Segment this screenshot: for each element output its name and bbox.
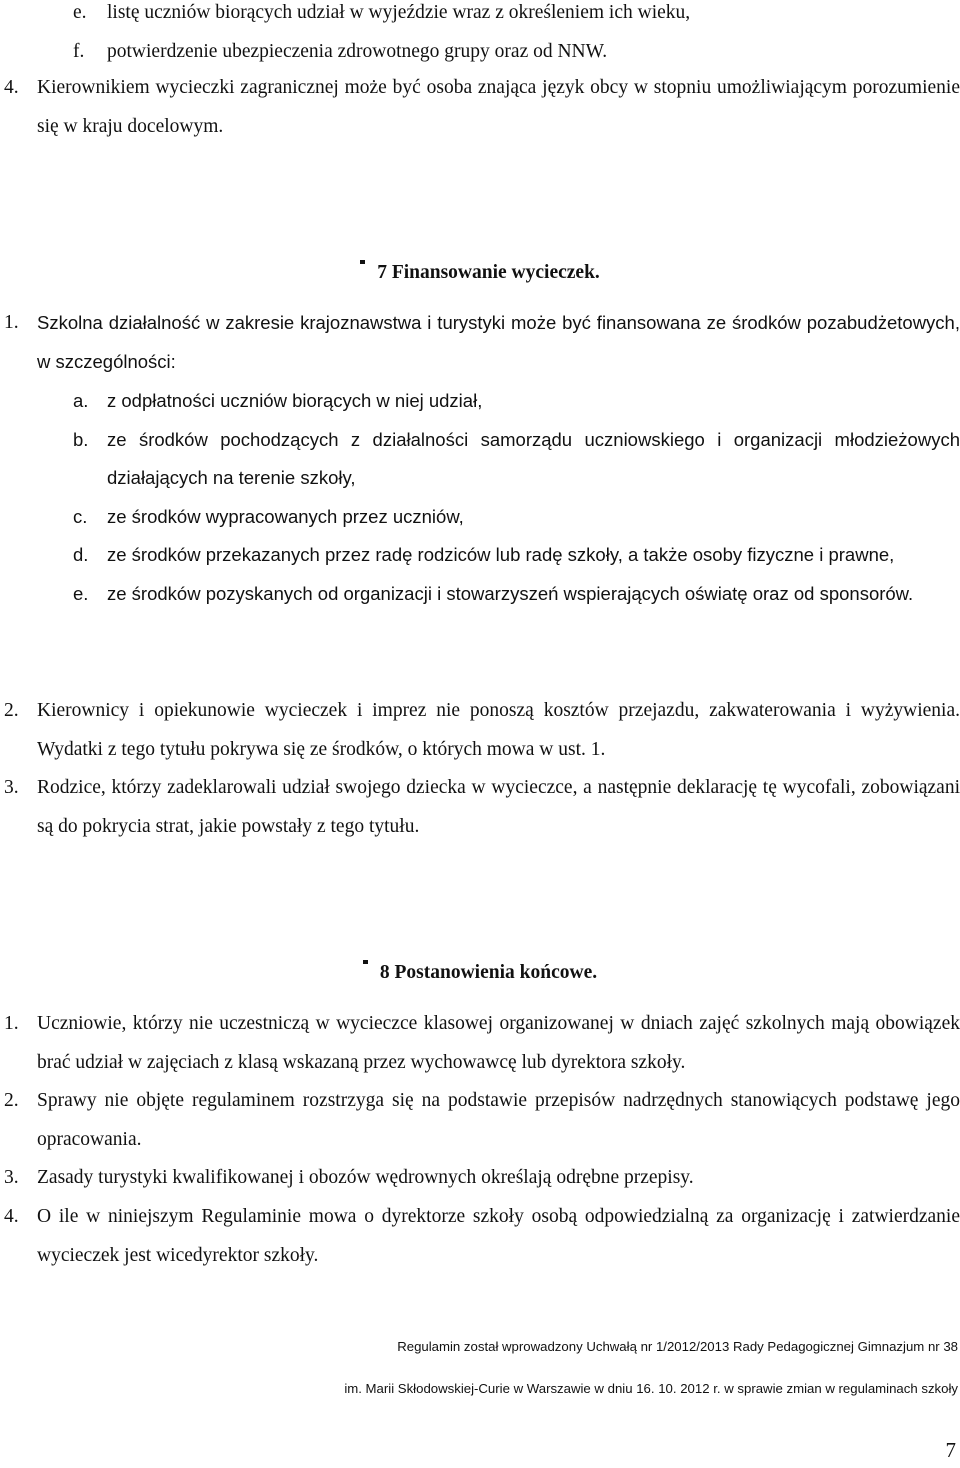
- item-text: ze środków wypracowanych przez uczniów,: [107, 505, 464, 527]
- item-marker: e.: [73, 582, 89, 604]
- item-text: ze środków przekazanych przez radę rodziców lub radę szkoły, a także osoby fizyczne i prawne,: [107, 544, 895, 566]
- section-7-subitems: [0, 382, 960, 614]
- item-marker: 3.: [4, 777, 19, 799]
- item-text: Kierownikiem wycieczki zagranicznej może być osoba znająca język obcy w stopniu umożliwiającym porozumienie się w kraju docelowym.: [37, 77, 960, 137]
- item-text: O ile w niniejszym Regulaminie mowa o dyrektorze szkoły osobą odpowiedzialną za organizację i zatwierdzanie wycieczek jest wicedyrektor szkoły.: [37, 1205, 960, 1266]
- item-marker: a.: [73, 390, 89, 411]
- list-item: [0, 1082, 960, 1159]
- list-item: [0, 33, 960, 72]
- item-text: Rodzice, którzy zadeklarowali udział swojego dziecka w wycieczce, a następnie deklarację tę wycofali, zobowiązani są do pokrycia strat, jakie powstały z tego tytułu.: [37, 777, 960, 837]
- item-marker: 1.: [4, 1013, 19, 1034]
- item-text: ze środków pochodzących z działalności samorządu uczniowskiego i organizacji młodzieżowych działających na terenie szkoły,: [107, 428, 960, 489]
- item-marker: 2.: [4, 700, 19, 721]
- top-list: [0, 0, 960, 71]
- section-8-heading: [0, 940, 960, 992]
- heading-text: 7 Finansowanie wycieczek.: [377, 262, 600, 283]
- footer-line-2: im. Marii Skłodowskiej-Curie w Warszawie w dniu 16. 10. 2012 r. w sprawie zmian w regulaminach szkoły: [344, 1381, 958, 1396]
- footer-line-1: Regulamin został wprowadzony Uchwałą nr 1/2012/2013 Rady Pedagogicznej Gimnazjum nr 38: [397, 1339, 958, 1354]
- item-marker: d.: [73, 544, 89, 566]
- item-marker: e.: [73, 2, 87, 23]
- item-marker: c.: [73, 505, 88, 527]
- section-7-item-1: [0, 304, 960, 381]
- list-item: [0, 692, 960, 769]
- item-marker: 1.: [4, 312, 19, 333]
- item-4-block: [0, 69, 960, 146]
- item-marker: f.: [73, 40, 85, 62]
- list-item: [0, 304, 960, 381]
- item-text: listę uczniów biorących udział w wyjeździe wraz z określeniem ich wieku,: [107, 2, 691, 23]
- item-text: Uczniowie, którzy nie uczestniczą w wycieczce klasowej organizowanej w dniach zajęć szkolnych mają obowiązek brać udział w zajęciach z klasą wskazaną przez wychowawcę lub dyrektora szkoły.: [37, 1013, 960, 1073]
- list-item: [0, 1005, 960, 1082]
- list-item: [0, 0, 960, 33]
- item-marker: b.: [73, 428, 89, 450]
- item-text: Sprawy nie objęte regulaminem rozstrzyga się na podstawie przepisów nadrzędnych stanowiących podstawę jego opracowania.: [37, 1090, 960, 1150]
- list-item: [0, 1198, 960, 1275]
- list-item: [0, 498, 960, 537]
- item-text: Szkolna działalność w zakresie krajoznawstwa i turystyki może być finansowana ze środków pozabudżetowych, w szczególności:: [37, 312, 960, 372]
- item-marker: 3.: [4, 1167, 19, 1189]
- item-marker: 2.: [4, 1090, 19, 1112]
- list-item: [0, 1159, 960, 1198]
- list-item: [0, 769, 960, 846]
- list-item: [0, 69, 960, 146]
- list-item: [0, 382, 960, 421]
- section-7-heading: [0, 240, 960, 292]
- item-marker: 4.: [4, 77, 19, 98]
- item-text: z odpłatności uczniów biorących w niej udział,: [107, 390, 483, 411]
- page-number: 7: [945, 1438, 956, 1462]
- section-8-items: [0, 1005, 960, 1275]
- heading-text: 8 Postanowienia końcowe.: [379, 962, 598, 983]
- item-text: ze środków pozyskanych od organizacji i stowarzyszeń wspierających oświatę oraz od sponsorów.: [107, 582, 914, 604]
- list-item: [0, 575, 960, 614]
- decorative-mark-icon: [363, 940, 368, 944]
- list-item: [0, 536, 960, 575]
- item-text: Zasady turystyki kwalifikowanej i obozów wędrownych określają odrębne przepisy.: [37, 1167, 694, 1189]
- item-marker: 4.: [4, 1205, 19, 1227]
- decorative-mark-icon: [360, 240, 365, 244]
- list-item: [0, 421, 960, 498]
- section-7-items-2-3: [0, 692, 960, 846]
- item-text: Kierownicy i opiekunowie wycieczek i imprez nie ponoszą kosztów przejazdu, zakwaterowania i wyżywienia. Wydatki z tego tytułu pokrywa się ze środków, o których mowa w ust. 1.: [37, 700, 960, 760]
- item-text: potwierdzenie ubezpieczenia zdrowotnego grupy oraz od NNW.: [107, 40, 608, 62]
